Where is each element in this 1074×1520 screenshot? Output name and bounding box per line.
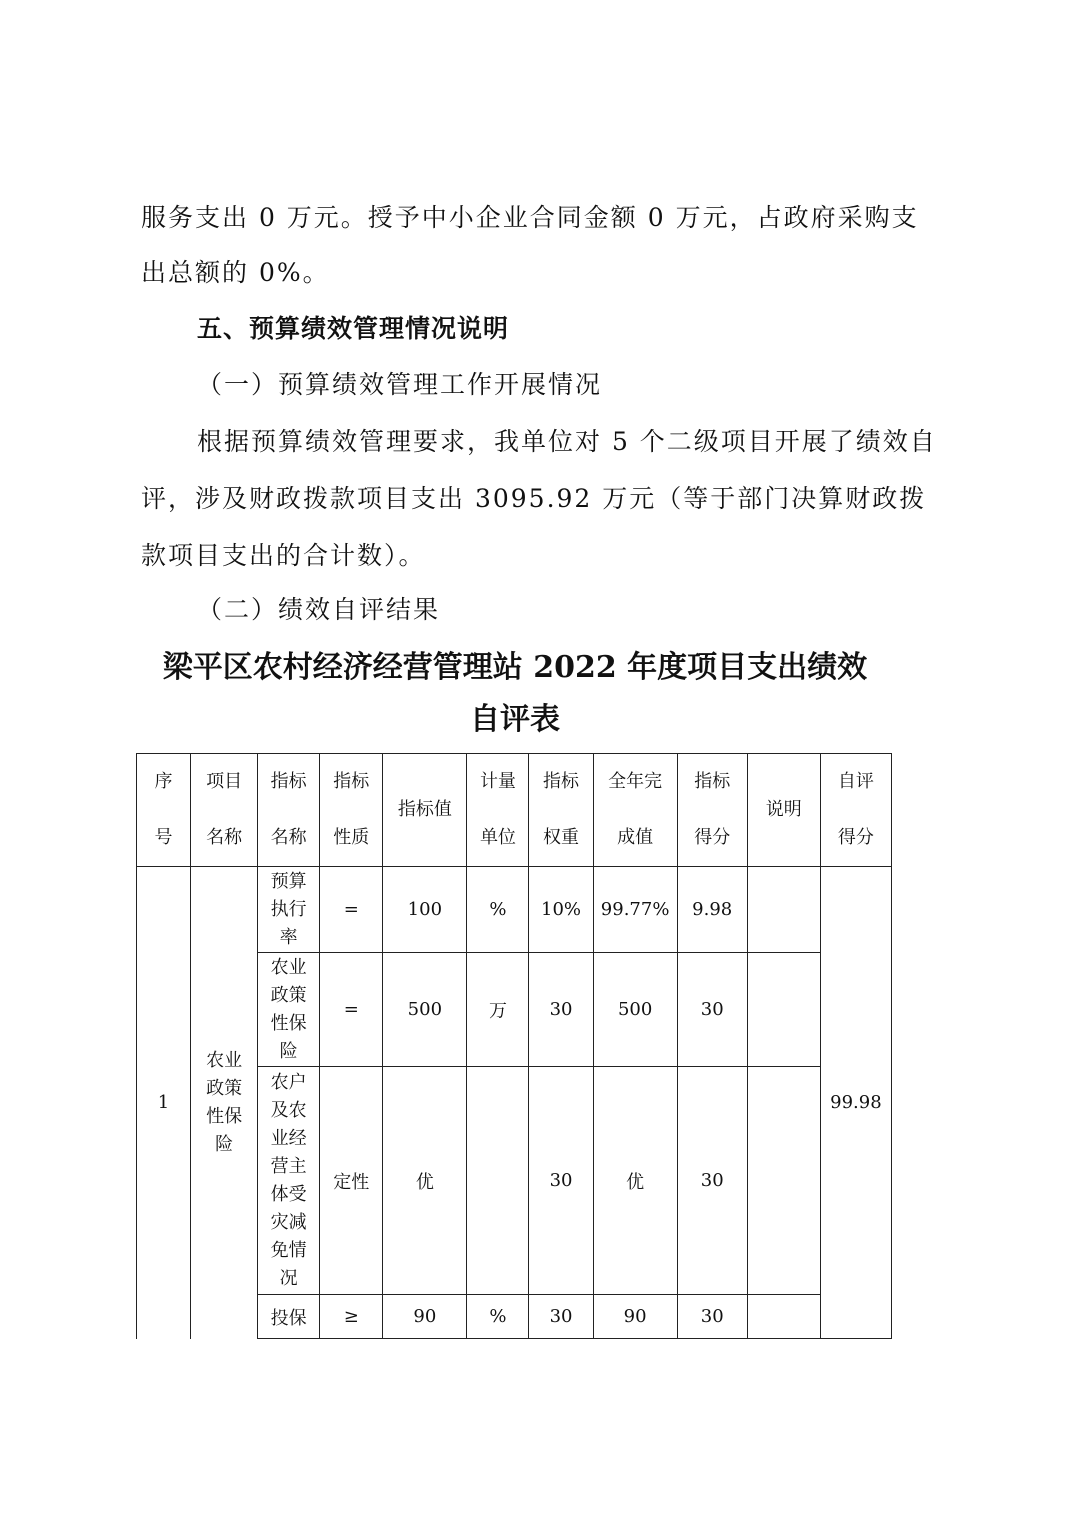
cell-unit: % xyxy=(467,1295,529,1339)
cell-nature: 定性 xyxy=(320,1067,383,1295)
cell-note xyxy=(747,1295,820,1339)
cell-nature: = xyxy=(320,953,383,1067)
cell-indicator-name: 农户及农业经营主体受灾减免情况 xyxy=(258,1067,320,1295)
paragraph-procurement: 服务支出 0 万元。授予中小企业合同金额 0 万元，占政府采购支出总额的 0%。 xyxy=(141,203,919,287)
header-project: 项目 名称 xyxy=(191,754,258,867)
cell-self-score: 99.98 xyxy=(820,867,891,1339)
cell-indicator-name: 投保 xyxy=(258,1295,320,1339)
table-title-line2: 自评表 xyxy=(470,702,560,737)
cell-weight: 10% xyxy=(529,867,593,953)
cell-weight: 30 xyxy=(529,1067,593,1295)
cell-completion: 500 xyxy=(593,953,677,1067)
cell-unit: 万 xyxy=(467,953,529,1067)
cell-indicator-name: 农业政策性保险 xyxy=(258,953,320,1067)
header-indicator-value: 指标值 xyxy=(383,754,467,867)
table-row xyxy=(137,867,892,953)
cell-unit xyxy=(467,1067,529,1295)
header-score: 指标 得分 xyxy=(677,754,747,867)
header-completion: 全年完 成值 xyxy=(593,754,677,867)
cell-indicator-name: 预算执行率 xyxy=(258,867,320,953)
cell-value: 优 xyxy=(383,1067,467,1295)
table-title-line1: 梁平区农村经济经营管理站 2022 年度项目支出绩效 xyxy=(162,650,868,685)
cell-note xyxy=(747,867,820,953)
cell-note xyxy=(747,1067,820,1295)
table-title xyxy=(130,642,900,746)
header-row xyxy=(137,754,892,867)
cell-score: 30 xyxy=(677,1295,747,1339)
cell-unit: % xyxy=(467,867,529,953)
cell-score: 30 xyxy=(677,1067,747,1295)
header-indicator-nature: 指标 性质 xyxy=(320,754,383,867)
section-heading: 五、预算绩效管理情况说明 xyxy=(197,314,510,343)
cell-weight: 30 xyxy=(529,1295,593,1339)
cell-nature: = xyxy=(320,867,383,953)
cell-project-name: 农业政策性保险 xyxy=(191,867,258,1339)
cell-nature: ≥ xyxy=(320,1295,383,1339)
subheading-work: （一）预算绩效管理工作开展情况 xyxy=(197,370,603,399)
cell-completion: 优 xyxy=(593,1067,677,1295)
subheading-results: （二）绩效自评结果 xyxy=(197,595,441,624)
header-indicator-name: 指标 名称 xyxy=(258,754,320,867)
cell-value: 90 xyxy=(383,1295,467,1339)
cell-seq: 1 xyxy=(137,867,191,1339)
cell-value: 100 xyxy=(383,867,467,953)
cell-score: 30 xyxy=(677,953,747,1067)
cell-value: 500 xyxy=(383,953,467,1067)
paragraph-self-evaluation: 根据预算绩效管理要求，我单位对 5 个二级项目开展了绩效自评，涉及财政拨款项目支出 3095.92 万元（等于部门决算财政拨款项目支出的合计数）。 xyxy=(141,427,937,570)
evaluation-table xyxy=(136,753,892,1339)
header-weight: 指标 权重 xyxy=(529,754,593,867)
cell-note xyxy=(747,953,820,1067)
cell-completion: 99.77% xyxy=(593,867,677,953)
cell-weight: 30 xyxy=(529,953,593,1067)
header-seq: 序 号 xyxy=(137,754,191,867)
header-self-score: 自评 得分 xyxy=(820,754,891,867)
header-note: 说明 xyxy=(747,754,820,867)
cell-completion: 90 xyxy=(593,1295,677,1339)
header-unit: 计量 单位 xyxy=(467,754,529,867)
cell-score: 9.98 xyxy=(677,867,747,953)
